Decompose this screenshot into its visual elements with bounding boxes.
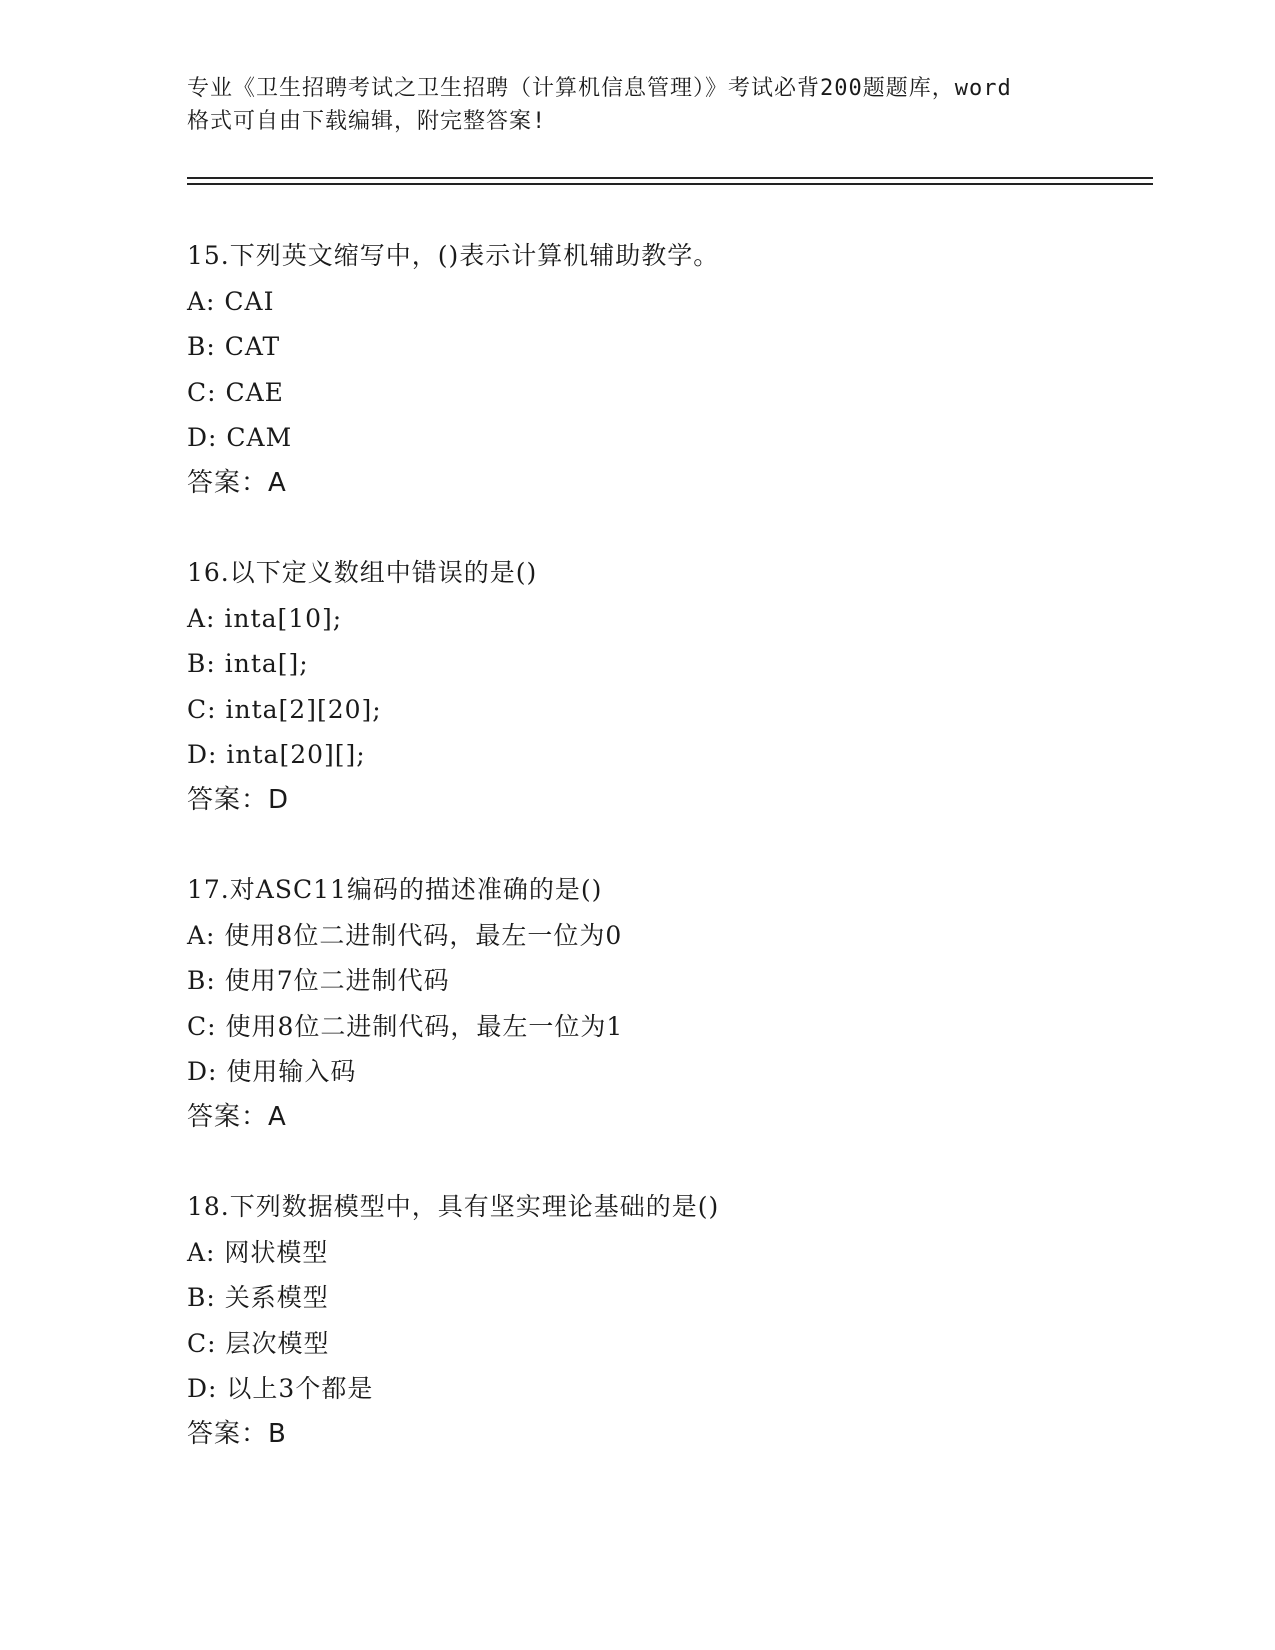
option-d: D: CAM (187, 423, 293, 452)
option-b: B: 关系模型 (187, 1283, 329, 1312)
option-d: D: 以上3个都是 (187, 1374, 374, 1403)
question-stem: 17.对ASC11编码的描述准确的是() (187, 875, 603, 904)
option-c: C: inta[2][20]; (187, 694, 382, 724)
question-18 (187, 1184, 1147, 1457)
document-header (187, 72, 1087, 138)
option-a: A: CAI (187, 286, 275, 316)
answer-label: 答案：D (187, 784, 290, 815)
option-a: A: 使用8位二进制代码，最左一位为0 (187, 920, 623, 950)
question-stem: 15.下列英文缩写中，()表示计算机辅助教学。 (187, 241, 720, 270)
header-line-2: 格式可自由下载编辑，附完整答案! (187, 109, 547, 134)
option-a: A: 网状模型 (187, 1237, 329, 1267)
header-rule-bottom (187, 183, 1153, 185)
answer-label: 答案：B (187, 1418, 287, 1449)
option-d: D: inta[20][]; (187, 740, 366, 769)
answer-label: 答案：A (187, 467, 287, 498)
answer-label: 答案：A (187, 1101, 287, 1132)
question-17 (187, 867, 1147, 1140)
question-16 (187, 550, 1147, 823)
option-c: C: CAE (187, 377, 284, 407)
option-b: B: CAT (187, 332, 281, 361)
question-15 (187, 233, 1147, 506)
option-d: D: 使用输入码 (187, 1057, 357, 1086)
option-b: B: 使用7位二进制代码 (187, 966, 450, 995)
header-line-1: 专业《卫生招聘考试之卫生招聘（计算机信息管理）》考试必背200题题库，word (187, 76, 1012, 101)
option-a: A: inta[10]; (187, 603, 343, 633)
option-c: C: 层次模型 (187, 1328, 330, 1358)
question-stem: 16.以下定义数组中错误的是() (187, 558, 538, 587)
header-rule-top (187, 177, 1153, 179)
question-stem: 18.下列数据模型中，具有坚实理论基础的是() (187, 1192, 720, 1221)
option-b: B: inta[]; (187, 649, 309, 678)
option-c: C: 使用8位二进制代码，最左一位为1 (187, 1011, 624, 1041)
